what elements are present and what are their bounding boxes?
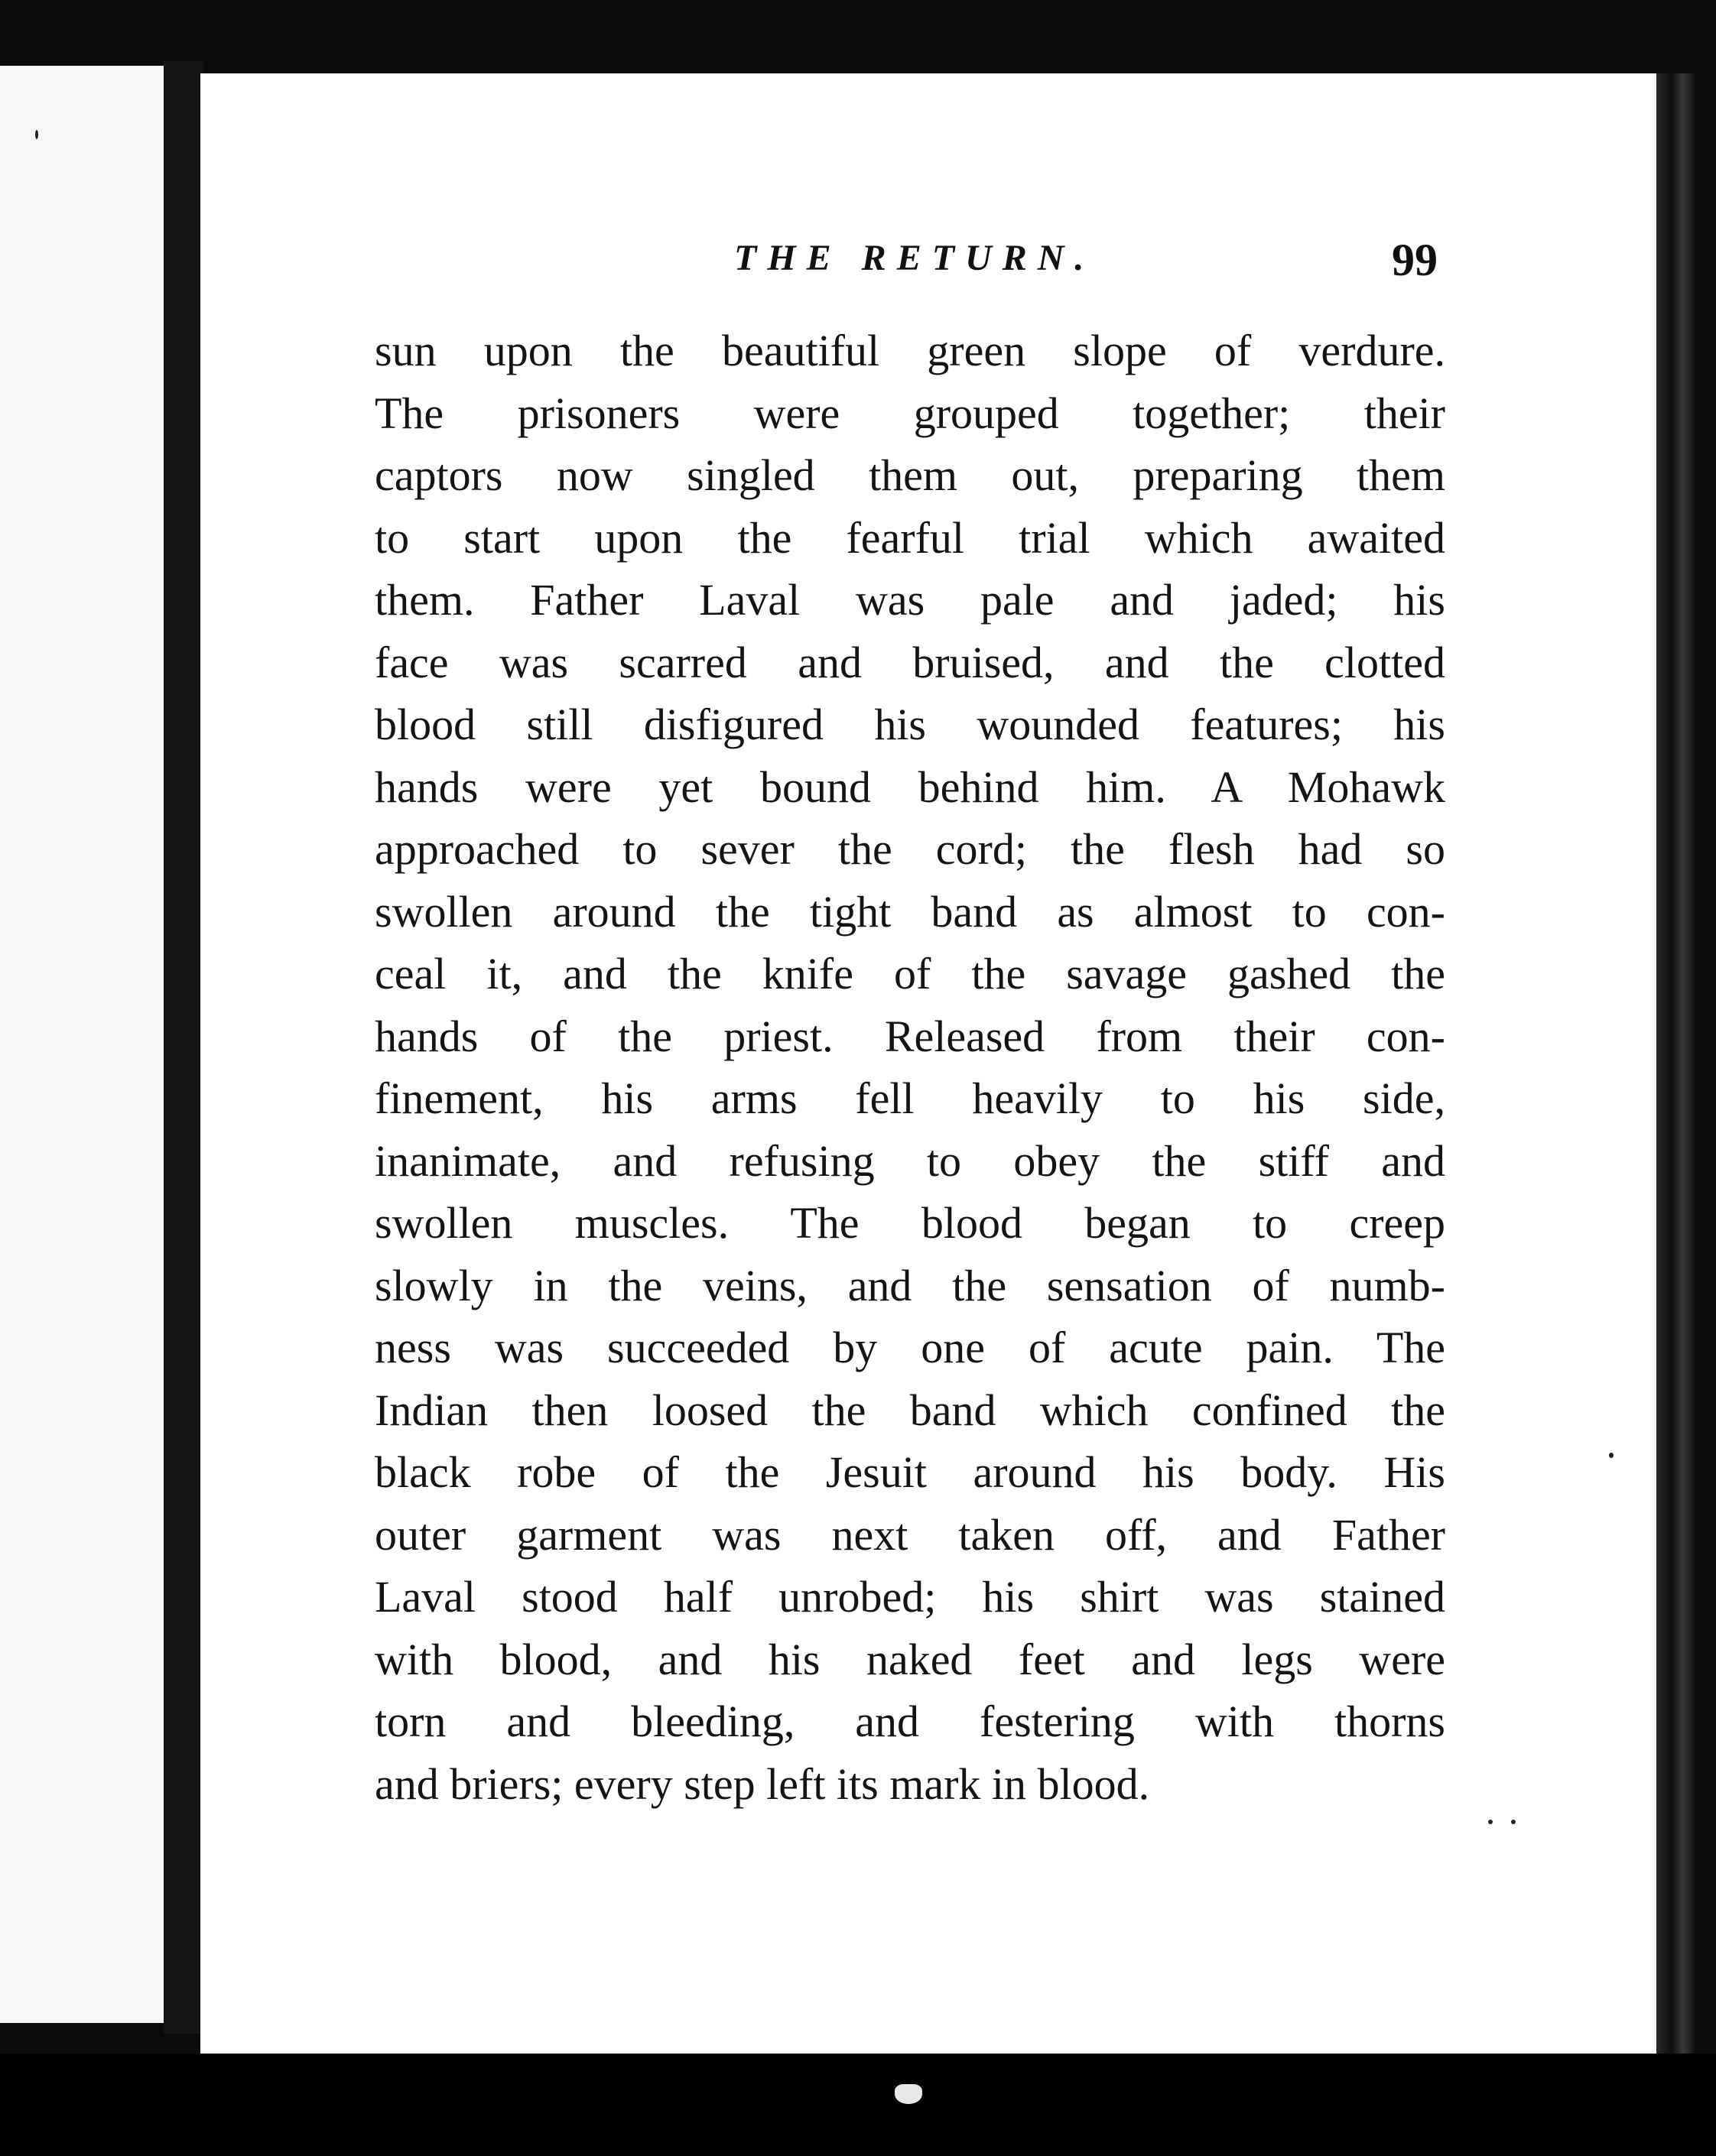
text-line: them. Father Laval was pale and jaded; his xyxy=(375,575,1445,625)
page-edge-border xyxy=(1656,73,1695,2054)
text-line: slowly in the veins, and the sensation of numb- xyxy=(375,1260,1445,1310)
text-line: approached to sever the cord; the flesh had so xyxy=(375,824,1445,874)
text-line: with blood, and his naked feet and legs were xyxy=(375,1634,1445,1684)
scan-mark-ornament xyxy=(895,2084,922,2104)
text-line: Laval stood half unrobed; his shirt was stained xyxy=(375,1572,1445,1622)
scan-speck xyxy=(1609,1453,1614,1458)
running-head: THE RETURN. xyxy=(734,238,1095,278)
text-line: Indian then loosed the band which confined the xyxy=(375,1385,1445,1435)
text-line: finement, his arms fell heavily to his side, xyxy=(375,1073,1445,1123)
text-line: captors now singled them out, preparing them xyxy=(375,450,1445,500)
text-line: outer garment was next taken off, and Father xyxy=(375,1509,1445,1560)
text-line: torn and bleeding, and festering with thorns xyxy=(375,1697,1445,1746)
scan-speck xyxy=(1488,1820,1493,1824)
text-line: to start upon the fearful trial which awaited xyxy=(375,512,1445,563)
text-line: blood still disfigured his wounded features; his xyxy=(375,700,1445,749)
text-line: hands were yet bound behind him. A Mohawk xyxy=(375,761,1445,812)
text-line: face was scarred and bruised, and the clotted xyxy=(375,637,1445,687)
facing-page-edge xyxy=(0,66,164,2023)
scan-speck xyxy=(1511,1820,1516,1824)
page-number: 99 xyxy=(1392,235,1438,285)
body-text xyxy=(375,320,1445,1815)
text-line: sun upon the beautiful green slope of verdure. xyxy=(375,326,1445,375)
text-line: black robe of the Jesuit around his body. His xyxy=(375,1447,1445,1497)
text-line: The prisoners were grouped together; their xyxy=(375,388,1445,438)
scan-bottom-border xyxy=(0,2054,1716,2156)
scan-speck xyxy=(35,130,38,139)
text-line: swollen muscles. The blood began to creep xyxy=(375,1198,1445,1248)
gutter-shadow xyxy=(164,61,203,2034)
text-line: ceal it, and the knife of the savage gashed the xyxy=(375,949,1445,998)
text-line: inanimate, and refusing to obey the stiff and xyxy=(375,1135,1445,1186)
text-line: hands of the priest. Released from their con- xyxy=(375,1011,1445,1061)
text-line: and briers; every step left its mark in blood. xyxy=(375,1758,1150,1809)
text-line: ness was succeeded by one of acute pain. The xyxy=(375,1323,1445,1372)
text-line: swollen around the tight band as almost to con- xyxy=(375,886,1445,937)
